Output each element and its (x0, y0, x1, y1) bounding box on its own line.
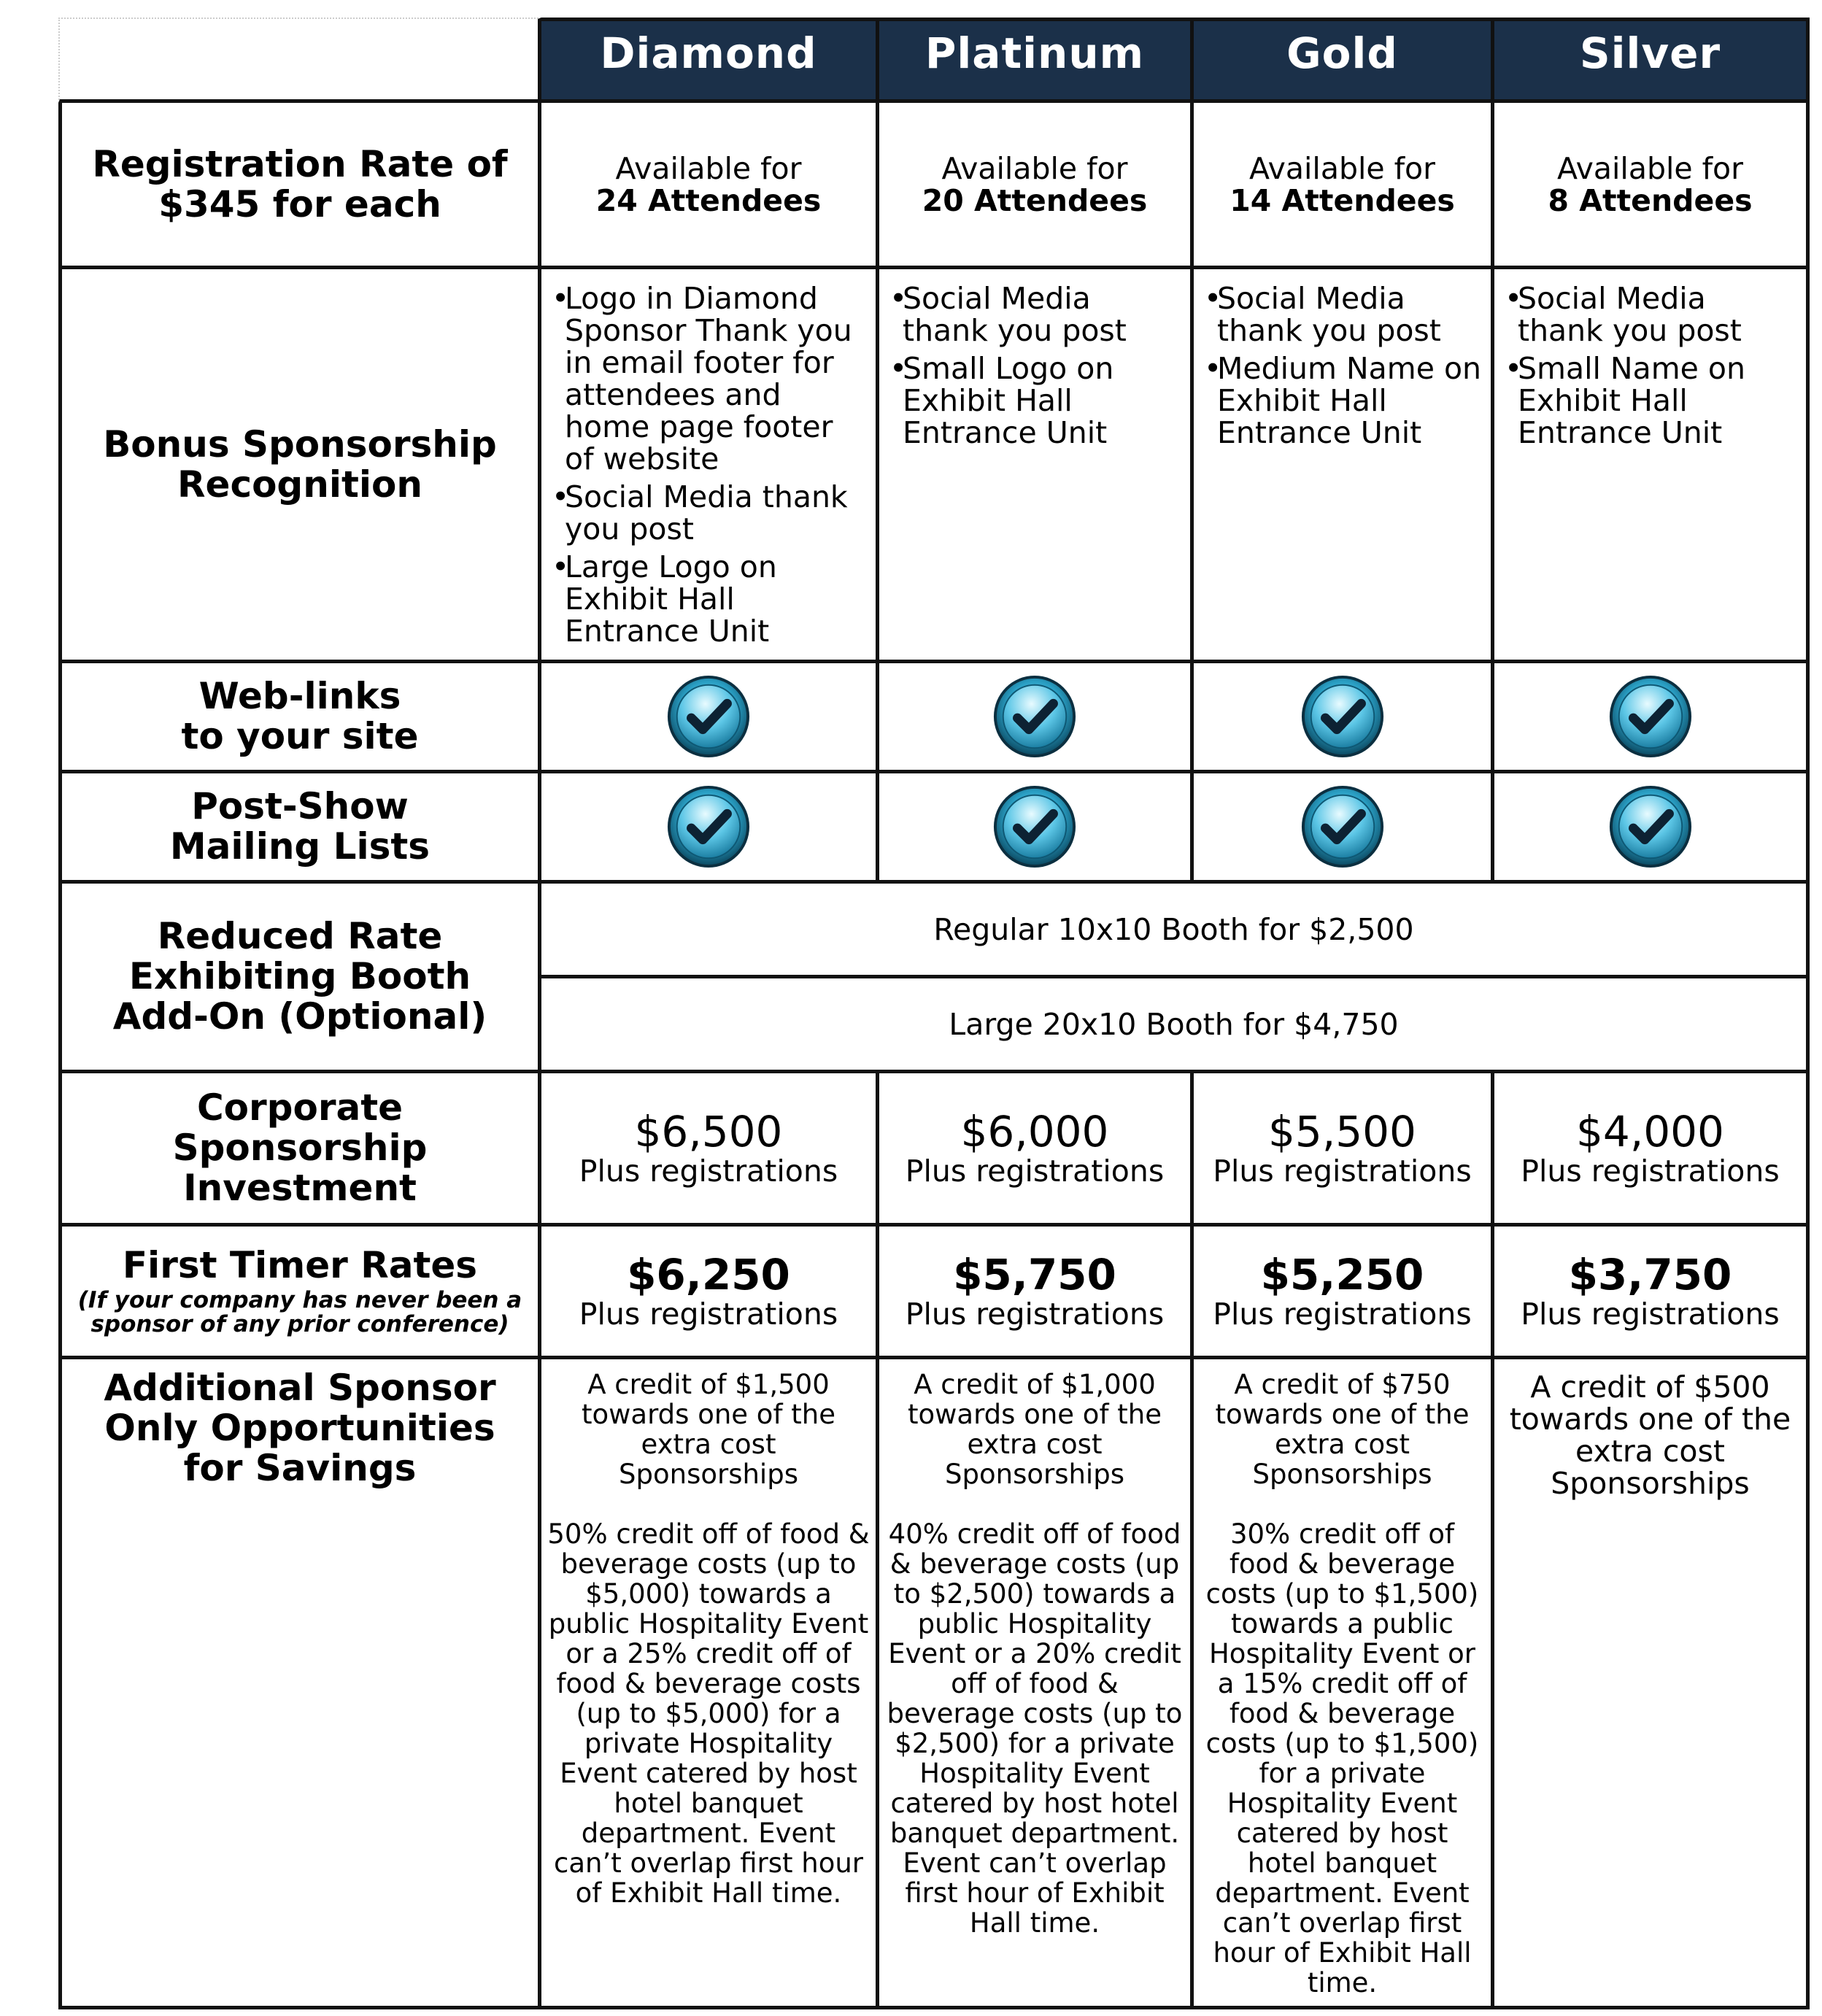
mailing-platinum (879, 773, 1194, 884)
firsttimer-price: $3,750 (1568, 1249, 1732, 1299)
bonus-item (889, 282, 1183, 347)
additional-platinum (879, 1359, 1194, 2009)
bonus-item-text: Social Media thank you post (1518, 281, 1742, 348)
mailing-diamond (541, 773, 879, 884)
bonus-item-text: Small Logo on Exhibit Hall Entrance Unit (903, 351, 1114, 450)
row-label-line: Reduced Rate (157, 915, 443, 957)
price-suffix: Plus registrations (905, 1296, 1165, 1332)
availability-text: Available for (1249, 150, 1435, 186)
firsttimer-diamond (541, 1227, 879, 1359)
bonus-item-text: Social Media thank you post (1217, 281, 1441, 348)
row-label-bonus (58, 269, 541, 663)
availability-text: Available for (615, 150, 802, 186)
corporate-price: $4,000 (1576, 1106, 1724, 1156)
bonus-silver (1494, 269, 1810, 663)
row-label-line: Corporate (196, 1086, 404, 1129)
price-suffix: Plus registrations (579, 1153, 838, 1189)
bonus-item (1204, 282, 1483, 347)
registration-gold (1194, 103, 1494, 269)
price-suffix: Plus registrations (1213, 1296, 1472, 1332)
hospitality-credit-text: 40% credit off of food & beverage costs (up to $2,500) towards a public Hospitality Event or a 20% credit off of food & beverage costs (up to $2,500) for a private Hospitality Event catered by host hotel banquet department. Event can’t overlap first hour of Exhibit Hall time. (887, 1518, 1183, 1939)
additional-silver (1494, 1359, 1810, 2009)
row-label-firsttimer (58, 1227, 541, 1359)
corporate-silver (1494, 1073, 1810, 1227)
row-label-line: Additional Sponsor (104, 1367, 496, 1409)
row-label-line: First Timer Rates (122, 1244, 478, 1286)
availability-text: Available for (1557, 150, 1743, 186)
hospitality-credit-text: 50% credit off of food & beverage costs (up to $5,000) towards a public Hospitality Event or a 25% credit off of food & beverage costs (up to $5,000) for a private Hospitality Event catered by host hotel banquet department. Event can’t overlap first hour of Exhibit Hall time. (547, 1518, 870, 1909)
row-label-line: Add-On (Optional) (112, 995, 487, 1038)
bonus-item (1204, 352, 1483, 449)
row-label-line: Post-Show (191, 785, 409, 827)
bonus-item-text: Social Media thank you post (565, 479, 848, 547)
row-label-additional (58, 1359, 541, 2009)
attendee-count: 20 Attendees (922, 182, 1148, 218)
price-suffix: Plus registrations (1521, 1153, 1780, 1189)
price-suffix: Plus registrations (1213, 1153, 1472, 1189)
bullet-icon: • (552, 281, 570, 316)
row-label-line: Recognition (177, 463, 422, 506)
row-label-booth (58, 884, 541, 1073)
corporate-price: $6,500 (634, 1106, 783, 1156)
row-label-line: Only Opportunities (104, 1407, 495, 1449)
check-circle-icon (665, 784, 752, 870)
row-label-corporate (58, 1073, 541, 1227)
firsttimer-note (78, 1289, 522, 1337)
firsttimer-price: $5,750 (953, 1249, 1116, 1299)
row-label-line: $345 for each (158, 182, 441, 225)
check-circle-icon (992, 784, 1078, 870)
bonus-platinum (879, 269, 1194, 663)
weblinks-diamond (541, 663, 879, 773)
row-label-line: Bonus Sponsorship (103, 422, 497, 466)
corporate-price: $5,500 (1268, 1106, 1416, 1156)
registration-platinum (879, 103, 1194, 269)
firsttimer-platinum (879, 1227, 1194, 1359)
bullet-icon: • (1505, 351, 1523, 386)
price-suffix: Plus registrations (1521, 1296, 1780, 1332)
price-suffix: Plus registrations (905, 1153, 1165, 1189)
table-corner (58, 18, 541, 103)
row-label-line: Investment (183, 1167, 417, 1209)
credit-text: A credit of $750 towards one of the extra cost Sponsorships (1215, 1369, 1470, 1490)
bonus-diamond (541, 269, 879, 663)
booth-option-large: Large 20x10 Booth for $4,750 (541, 978, 1810, 1073)
attendee-count: 14 Attendees (1230, 182, 1455, 218)
attendee-count: 8 Attendees (1548, 182, 1753, 218)
firsttimer-price: $5,250 (1260, 1249, 1424, 1299)
bonus-item (552, 481, 868, 545)
bonus-gold (1194, 269, 1494, 663)
bullet-icon: • (1204, 281, 1222, 316)
bullet-icon: • (889, 351, 908, 386)
check-circle-icon (1300, 784, 1386, 870)
sponsorship-table (58, 18, 1810, 2012)
firsttimer-price: $6,250 (627, 1249, 790, 1299)
row-label-line: to your site (181, 715, 419, 757)
bonus-item (889, 352, 1183, 449)
row-label-weblinks (58, 663, 541, 773)
booth-option-regular: Regular 10x10 Booth for $2,500 (541, 884, 1810, 978)
check-circle-icon (1607, 784, 1694, 870)
hospitality-credit-text: 30% credit off of food & beverage costs (up to $1,500) towards a public Hospitality Event or a 15% credit off of food & beverage costs (up to $1,500) for a private Hospitality Event catered by host hotel banquet department. Event can’t overlap first hour of Exhibit Hall time. (1205, 1518, 1479, 1998)
mailing-gold (1194, 773, 1494, 884)
row-label-line: Registration Rate of (92, 142, 508, 185)
note-line: (If your company has never been a (77, 1287, 522, 1313)
firsttimer-gold (1194, 1227, 1494, 1359)
registration-silver (1494, 103, 1810, 269)
weblinks-gold (1194, 663, 1494, 773)
availability-text: Available for (941, 150, 1128, 186)
tier-header-diamond: Diamond (541, 18, 879, 103)
bonus-item (1505, 352, 1799, 449)
row-label-line: Mailing Lists (169, 825, 431, 868)
check-circle-icon (665, 673, 752, 760)
row-label-mailing (58, 773, 541, 884)
bullet-icon: • (1505, 281, 1523, 316)
credit-text: A credit of $500 towards one of the extra cost Sponsorships (1509, 1370, 1791, 1501)
weblinks-silver (1494, 663, 1810, 773)
bonus-item (552, 282, 868, 475)
check-circle-icon (1607, 673, 1694, 760)
bullet-icon: • (552, 479, 570, 514)
firsttimer-silver (1494, 1227, 1810, 1359)
additional-diamond (541, 1359, 879, 2009)
row-label-registration (58, 103, 541, 269)
tier-header-gold: Gold (1194, 18, 1494, 103)
price-suffix: Plus registrations (579, 1296, 838, 1332)
weblinks-platinum (879, 663, 1194, 773)
bonus-item-text: Medium Name on Exhibit Hall Entrance Unit (1217, 351, 1482, 450)
row-label-line: Web-links (198, 675, 401, 717)
row-label-line: Sponsorship (172, 1127, 428, 1169)
additional-gold (1194, 1359, 1494, 2009)
corporate-price: $6,000 (960, 1106, 1109, 1156)
mailing-silver (1494, 773, 1810, 884)
bonus-item-text: Large Logo on Exhibit Hall Entrance Unit (565, 549, 777, 649)
check-circle-icon (992, 673, 1078, 760)
tier-header-silver: Silver (1494, 18, 1810, 103)
corporate-gold (1194, 1073, 1494, 1227)
credit-text: A credit of $1,500 towards one of the extra cost Sponsorships (582, 1369, 835, 1490)
bullet-icon: • (1204, 351, 1222, 386)
credit-text: A credit of $1,000 towards one of the extra cost Sponsorships (908, 1369, 1162, 1490)
bonus-item-text: Social Media thank you post (903, 281, 1127, 348)
bonus-item (552, 551, 868, 647)
bullet-icon: • (889, 281, 908, 316)
attendee-count: 24 Attendees (595, 182, 822, 218)
corporate-platinum (879, 1073, 1194, 1227)
tier-header-platinum: Platinum (879, 18, 1194, 103)
registration-diamond (541, 103, 879, 269)
bonus-item-text: Logo in Diamond Sponsor Thank you in email footer for attendees and home page footer of website (565, 281, 852, 476)
note-line: sponsor of any prior conference) (90, 1311, 509, 1337)
bonus-item (1505, 282, 1799, 347)
check-circle-icon (1300, 673, 1386, 760)
bullet-icon: • (552, 549, 570, 584)
row-label-line: Exhibiting Booth (128, 955, 471, 997)
bonus-item-text: Small Name on Exhibit Hall Entrance Unit (1518, 351, 1745, 450)
corporate-diamond (541, 1073, 879, 1227)
row-label-line: for Savings (183, 1447, 417, 1489)
